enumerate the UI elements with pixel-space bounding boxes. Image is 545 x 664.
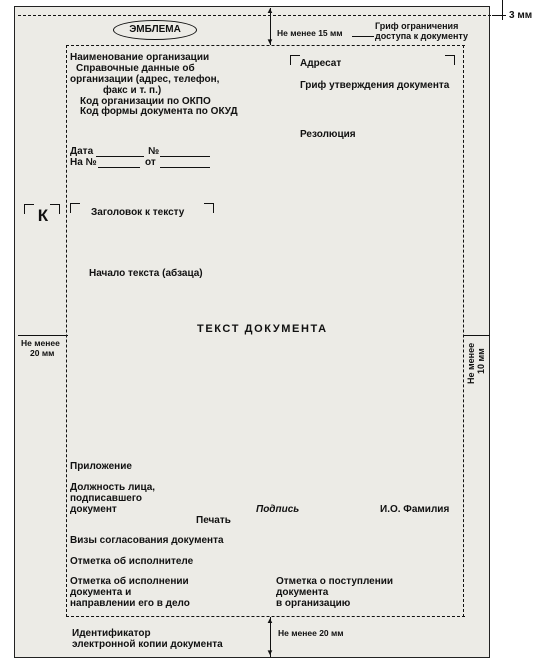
date-field xyxy=(96,156,144,157)
access-stamp-line-2: доступа к документу xyxy=(375,31,469,41)
frame-right-border xyxy=(463,45,464,617)
left-margin-label-2: 20 мм xyxy=(30,348,55,358)
okpo-code: Код организации по ОКПО xyxy=(80,96,211,107)
text-heading: Заголовок к тексту xyxy=(91,207,185,218)
approval-stamp: Гриф утверждения документа xyxy=(300,80,450,91)
addressee-corner-left xyxy=(290,55,300,65)
heading-corner-right xyxy=(204,203,214,213)
signer-line-3: документ xyxy=(70,504,117,515)
full-name: И.О. Фамилия xyxy=(380,504,450,515)
heading-corner-left xyxy=(70,203,80,213)
org-details-2: организации (адрес, телефон, xyxy=(70,74,220,85)
emblem: ЭМБЛЕМА xyxy=(113,20,197,40)
margin-3mm-label: 3 мм xyxy=(509,10,533,21)
signer-line-2: подписавшего xyxy=(70,493,142,504)
attachment: Приложение xyxy=(70,461,132,472)
executor-mark: Отметка об исполнителе xyxy=(70,556,194,567)
number-field xyxy=(160,156,210,157)
left-margin-line xyxy=(18,335,67,336)
left-margin-label-1: Не менее xyxy=(21,338,60,348)
frame-top-border xyxy=(66,45,465,46)
outer-top-guide xyxy=(18,15,496,16)
bottom-margin-label: Не менее 20 мм xyxy=(278,628,344,638)
bottom-margin-arrow-up: ▲ xyxy=(266,616,274,625)
document-text: ТЕКСТ ДОКУМЕНТА xyxy=(197,323,328,335)
identifier-line-1: Идентификатор xyxy=(72,628,151,639)
date-label: Дата xyxy=(70,146,94,157)
text-start: Начало текста (абзаца) xyxy=(89,268,203,279)
addressee-corner-right xyxy=(445,55,455,65)
addressee: Адресат xyxy=(300,58,342,69)
outer-top-3mm-line xyxy=(502,0,503,20)
org-name: Наименование организации xyxy=(70,52,210,63)
ref-number-label: На № xyxy=(70,157,97,168)
access-stamp-leader xyxy=(352,36,374,37)
ref-from-field xyxy=(160,167,210,168)
top-margin-arrow-down: ▼ xyxy=(266,37,274,46)
org-details-1: Справочные данные об xyxy=(76,63,195,74)
right-margin-line xyxy=(463,335,490,336)
control-mark: К xyxy=(37,206,49,225)
right-margin-label-2: 10 мм xyxy=(476,348,486,374)
execution-mark-2: документа и xyxy=(70,587,132,598)
signature: Подпись xyxy=(256,504,300,515)
receipt-mark-3: в организацию xyxy=(276,598,351,609)
receipt-mark-1: Отметка о поступлении xyxy=(276,576,394,587)
resolution: Резолюция xyxy=(300,129,356,140)
access-stamp-line-1: Гриф ограничения xyxy=(375,21,459,31)
top-margin-label: Не менее 15 мм xyxy=(277,28,343,38)
ref-number-field xyxy=(98,167,140,168)
org-details-3: факс и т. п.) xyxy=(103,85,162,96)
okud-code: Код формы документа по ОКУД xyxy=(80,106,238,117)
bottom-margin-arrow-down: ▼ xyxy=(266,648,274,657)
top-margin-arrow-up: ▲ xyxy=(266,6,274,15)
execution-mark-3: направлении его в дело xyxy=(70,598,190,609)
ref-from-label: от xyxy=(145,157,156,168)
execution-mark-1: Отметка об исполнении xyxy=(70,576,189,587)
right-margin-label-1: Не менее xyxy=(466,342,476,384)
frame-left-border xyxy=(66,45,67,617)
number-label: № xyxy=(148,146,160,157)
receipt-mark-2: документа xyxy=(276,587,329,598)
approval-visas: Визы согласования документа xyxy=(70,535,224,546)
signer-line-1: Должность лица, xyxy=(70,482,156,493)
identifier-line-2: электронной копии документа xyxy=(72,639,223,650)
outer-top-tick xyxy=(492,15,506,16)
seal: Печать xyxy=(196,515,231,526)
